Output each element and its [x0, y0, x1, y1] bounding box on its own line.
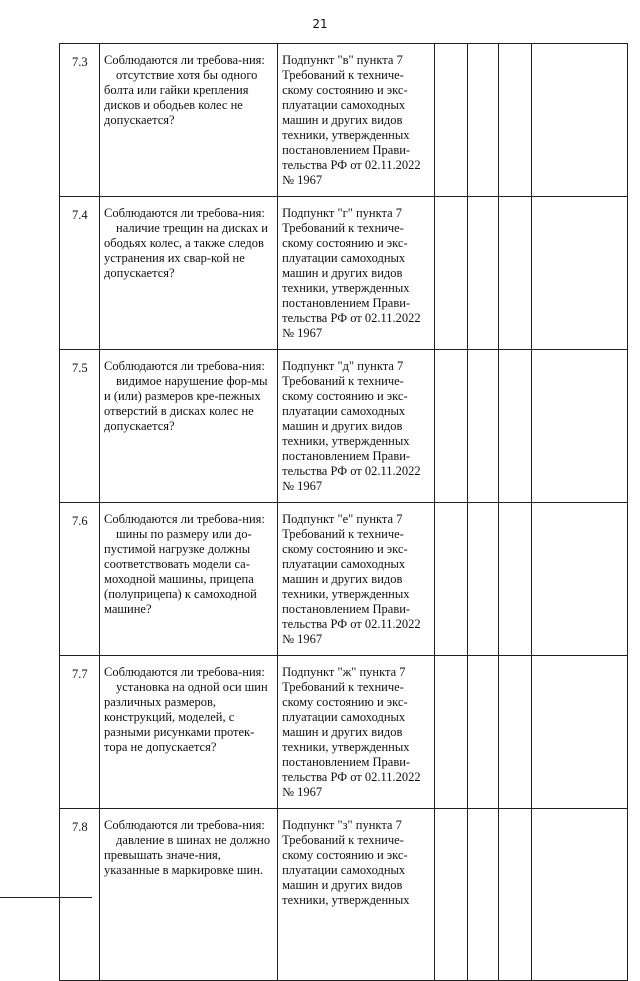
requirement-text: установка на одной оси шин различных размеров, конструкций, моделей, с разными рисунками протек-тора не допускается? [104, 680, 268, 754]
requirement-text: шины по размеру или до-пустимой нагрузке должны соответствовать модели са-моходной машины, прицепа (полуприцепа) к самоходной машине? [104, 527, 257, 616]
footnote-separator [0, 897, 92, 898]
answer-na-cell[interactable] [499, 44, 532, 197]
answer-yes-cell[interactable] [435, 503, 468, 656]
legal-reference: Подпункт "г" пункта 7 Требований к техниче-скому состоянию и экс-плуатации самоходных машин и других видов техники, утвержденных постановлением Прави-тельства РФ от 02.11.2022 № 1967 [278, 197, 435, 350]
legal-reference: Подпункт "е" пункта 7 Требований к техниче-скому состоянию и экс-плуатации самоходных машин и других видов техники, утвержденных постановлением Прави-тельства РФ от 02.11.2022 № 1967 [278, 503, 435, 656]
item-number: 7.3 [60, 44, 100, 197]
answer-no-cell[interactable] [467, 809, 499, 981]
note-cell[interactable] [532, 197, 628, 350]
question-text: Соблюдаются ли требова-ния: [104, 665, 265, 679]
item-number: 7.7 [60, 656, 100, 809]
item-number: 7.5 [60, 350, 100, 503]
answer-na-cell[interactable] [499, 503, 532, 656]
requirement-cell [100, 197, 278, 350]
answer-no-cell[interactable] [467, 656, 499, 809]
question-text: Соблюдаются ли требова-ния: [104, 53, 265, 67]
note-cell[interactable] [532, 656, 628, 809]
requirement-text: наличие трещин на дисках и ободьях колес, а также следов устранения их свар-кой не допускается? [104, 221, 268, 280]
legal-reference: Подпункт "ж" пункта 7 Требований к техниче-скому состоянию и экс-плуатации самоходных машин и других видов техники, утвержденных постановлением Прави-тельства РФ от 02.11.2022 № 1967 [278, 656, 435, 809]
note-cell[interactable] [532, 809, 628, 981]
answer-na-cell[interactable] [499, 656, 532, 809]
item-number: 7.8 [60, 809, 100, 981]
requirement-cell [100, 656, 278, 809]
answer-yes-cell[interactable] [435, 656, 468, 809]
item-number: 7.4 [60, 197, 100, 350]
table-row [60, 197, 628, 350]
legal-reference: Подпункт "д" пункта 7 Требований к техниче-скому состоянию и экс-плуатации самоходных машин и других видов техники, утвержденных постановлением Прави-тельства РФ от 02.11.2022 № 1967 [278, 350, 435, 503]
table-row [60, 809, 628, 981]
answer-yes-cell[interactable] [435, 44, 468, 197]
note-cell[interactable] [532, 503, 628, 656]
table-row [60, 503, 628, 656]
table-row [60, 350, 628, 503]
note-cell[interactable] [532, 350, 628, 503]
answer-no-cell[interactable] [467, 197, 499, 350]
page-number: 21 [312, 17, 328, 31]
requirement-cell [100, 503, 278, 656]
question-text: Соблюдаются ли требова-ния: [104, 818, 265, 832]
question-text: Соблюдаются ли требова-ния: [104, 206, 265, 220]
answer-yes-cell[interactable] [435, 809, 468, 981]
answer-no-cell[interactable] [467, 350, 499, 503]
requirement-cell [100, 350, 278, 503]
question-text: Соблюдаются ли требова-ния: [104, 359, 265, 373]
table-row [60, 44, 628, 197]
item-number: 7.6 [60, 503, 100, 656]
answer-no-cell[interactable] [467, 44, 499, 197]
requirement-cell [100, 809, 278, 981]
legal-reference: Подпункт "з" пункта 7 Требований к техниче-скому состоянию и экс-плуатации самоходных машин и других видов техники, утвержденных [278, 809, 435, 981]
legal-reference: Подпункт "в" пункта 7 Требований к техниче-скому состоянию и экс-плуатации самоходных машин и других видов техники, утвержденных постановлением Прави-тельства РФ от 02.11.2022 № 1967 [278, 44, 435, 197]
requirement-text: отсутствие хотя бы одного болта или гайки крепления дисков и ободьев колес не допускается? [104, 68, 258, 127]
answer-yes-cell[interactable] [435, 350, 468, 503]
requirement-cell [100, 44, 278, 197]
answer-no-cell[interactable] [467, 503, 499, 656]
answer-yes-cell[interactable] [435, 197, 468, 350]
answer-na-cell[interactable] [499, 197, 532, 350]
requirement-text: видимое нарушение фор-мы и (или) размеров кре-пежных отверстий в дисках колес не допускается? [104, 374, 268, 433]
table-row [60, 656, 628, 809]
answer-na-cell[interactable] [499, 350, 532, 503]
requirement-text: давление в шинах не должно превышать значе-ния, указанные в маркировке шин. [104, 833, 271, 877]
note-cell[interactable] [532, 44, 628, 197]
answer-na-cell[interactable] [499, 809, 532, 981]
checklist-table [59, 43, 628, 981]
question-text: Соблюдаются ли требова-ния: [104, 512, 265, 526]
